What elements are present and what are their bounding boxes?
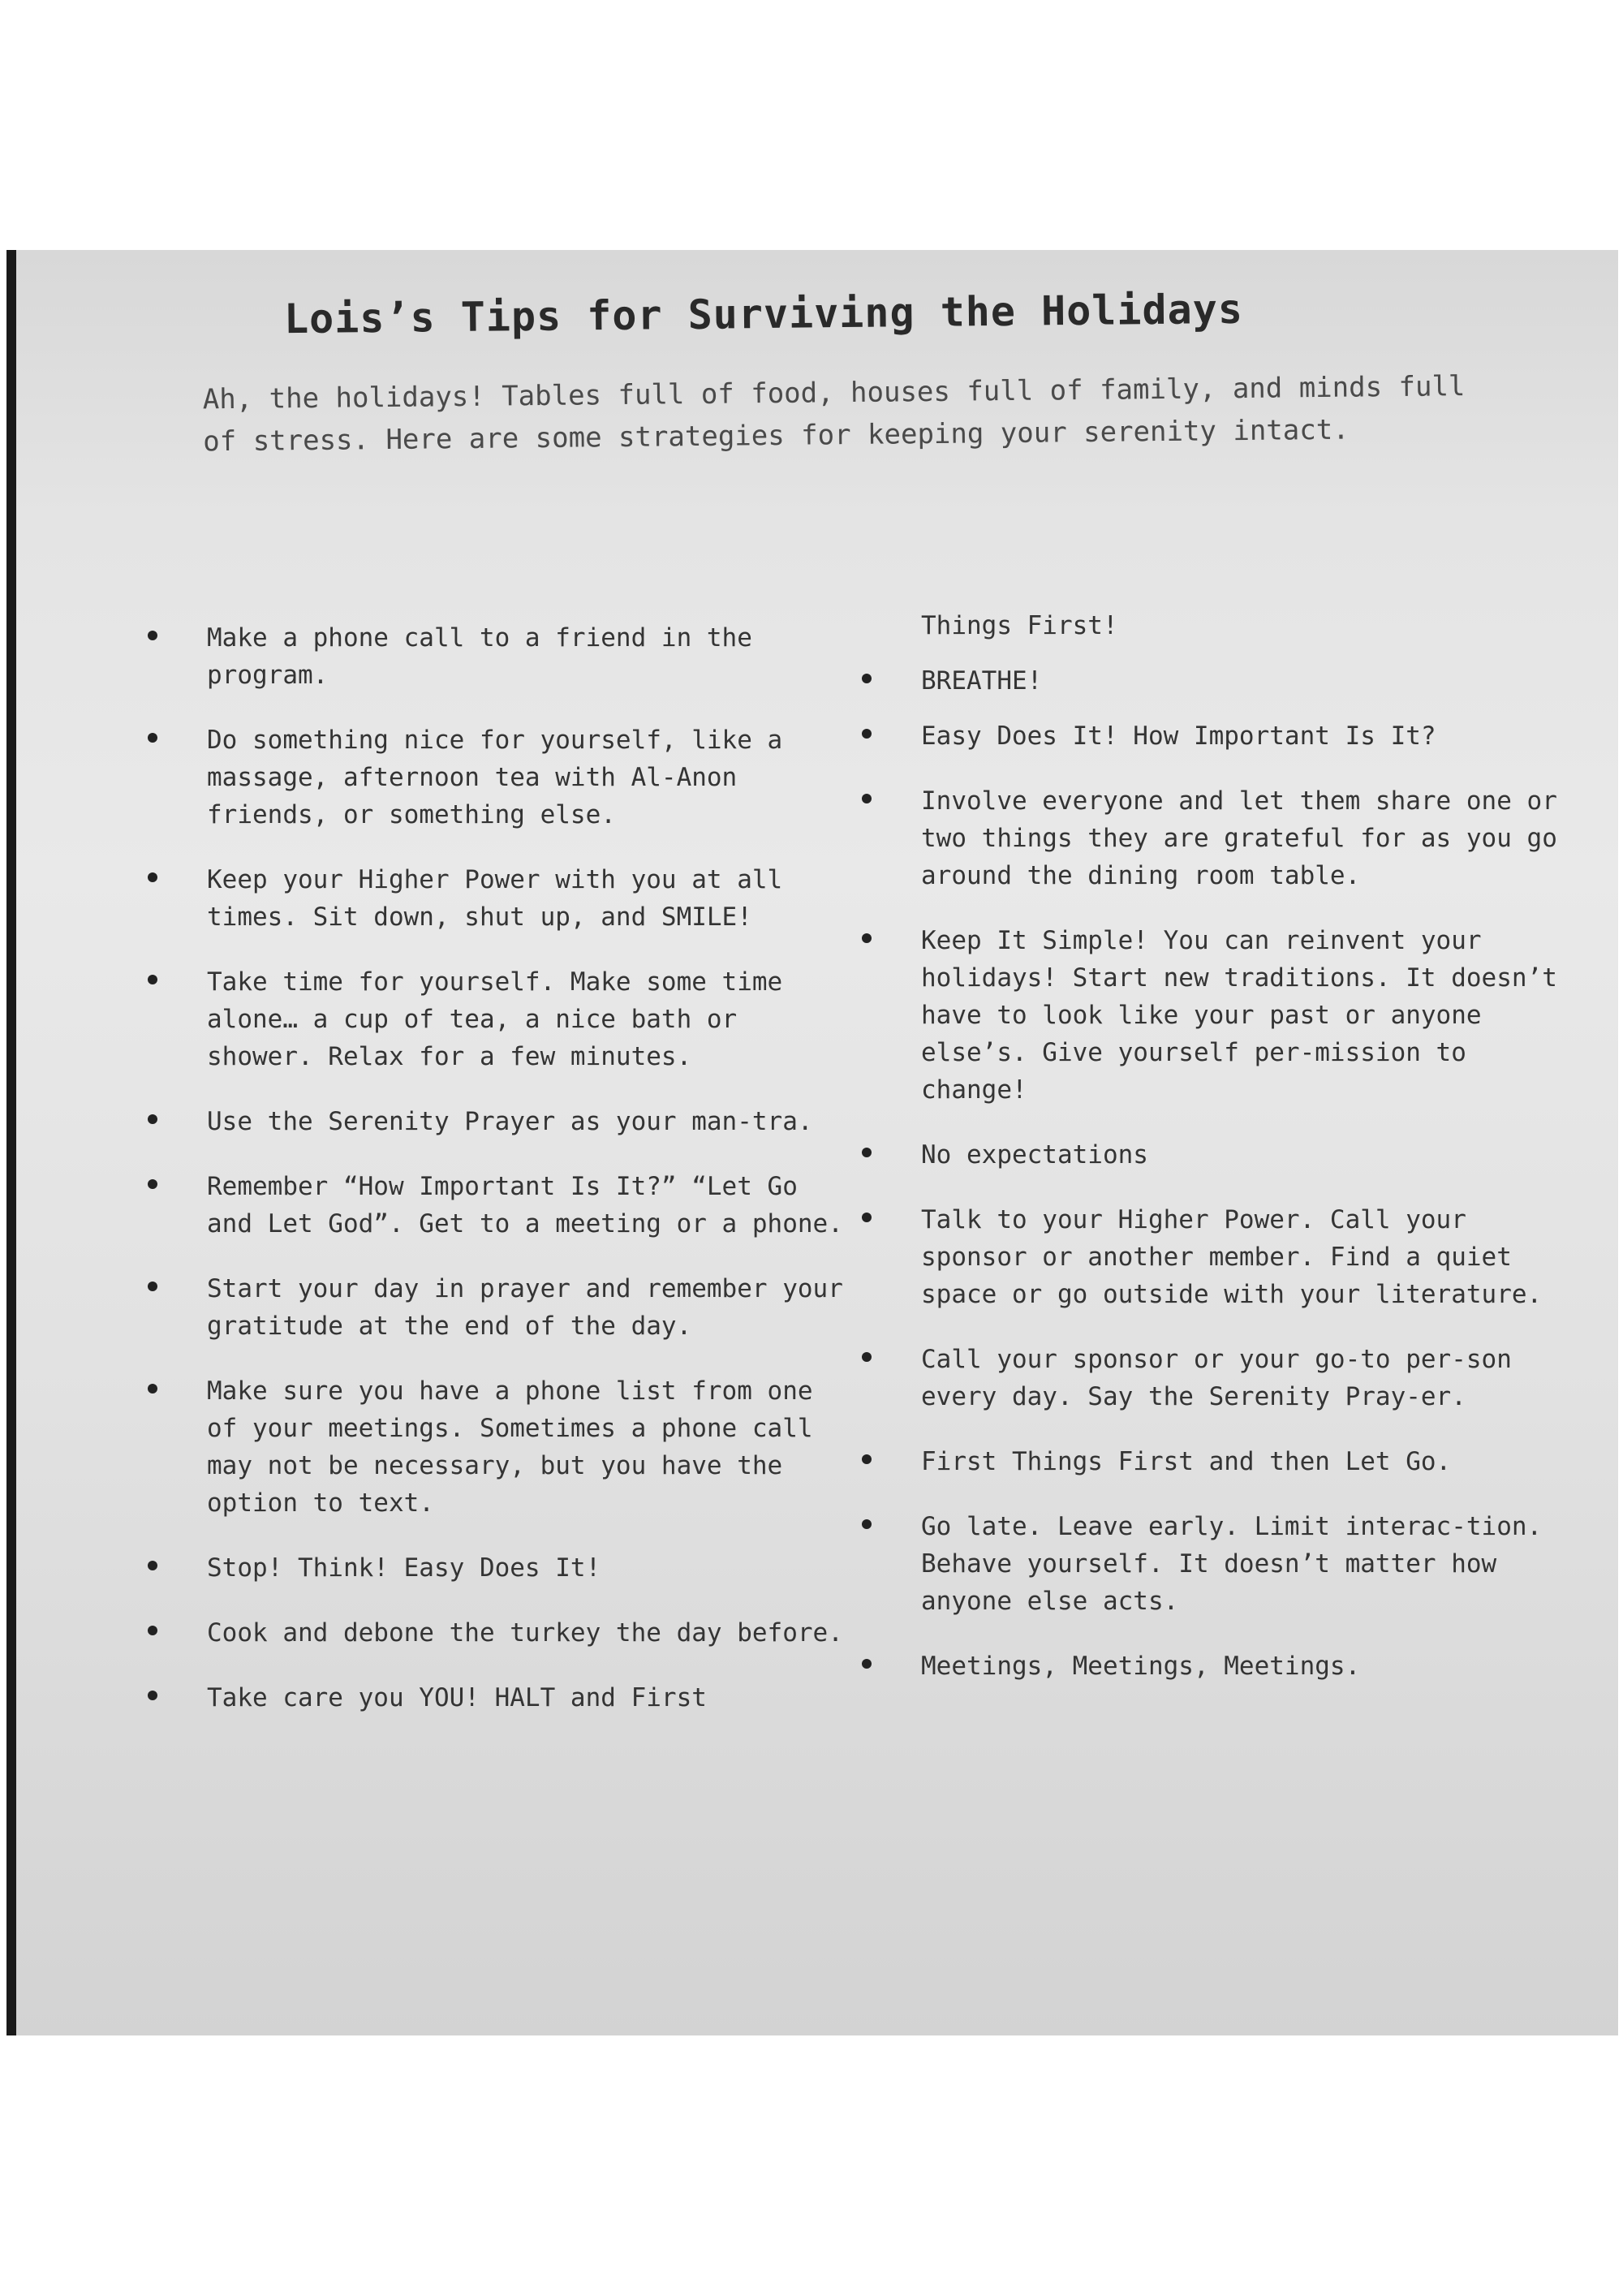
right-tips-list	[860, 607, 1574, 1712]
list-item: Make a phone call to a friend in the program.	[146, 619, 844, 694]
bullet-icon	[862, 1213, 872, 1222]
list-item: Stop! Think! Easy Does It!	[146, 1549, 844, 1587]
bullet-icon	[148, 631, 157, 640]
list-item: No expectations	[860, 1136, 1574, 1174]
left-tips-list	[146, 619, 844, 1744]
bullet-icon	[148, 1384, 157, 1394]
list-item: Cook and debone the turkey the day before.	[146, 1614, 844, 1652]
bullet-icon	[148, 1691, 157, 1700]
page-title: Lois’s Tips for Surviving the Holidays	[283, 285, 1244, 343]
list-item: Meetings, Meetings, Meetings.	[860, 1648, 1574, 1685]
bullet-icon	[148, 1626, 157, 1635]
bullet-icon	[148, 733, 157, 743]
bullet-icon	[148, 872, 157, 882]
list-item: Take time for yourself. Make some time alone… a cup of tea, a nice bath or shower. Relax for a few minutes.	[146, 963, 844, 1075]
list-item: Talk to your Higher Power. Call your sponsor or another member. Find a quiet space or go outside with your literature.	[860, 1201, 1574, 1313]
list-item: Keep your Higher Power with you at all times. Sit down, shut up, and SMILE!	[146, 861, 844, 936]
list-item: Make sure you have a phone list from one of your meetings. Sometimes a phone call may not be necessary, but you have the option to text.	[146, 1372, 844, 1522]
list-item: Use the Serenity Prayer as your man-tra.	[146, 1103, 844, 1140]
list-item-continuation: Things First!	[921, 611, 1118, 640]
bullet-icon	[148, 1179, 157, 1189]
intro-paragraph: Ah, the holidays! Tables full of food, houses full of family, and minds full of stress. Here are some strategies for keeping your serenity intact.	[202, 370, 1466, 459]
list-item: Call your sponsor or your go-to per-son every day. Say the Serenity Pray-er.	[860, 1341, 1574, 1415]
bullet-icon	[148, 1561, 157, 1570]
bullet-icon	[862, 1352, 872, 1362]
bullet-icon	[148, 975, 157, 984]
bullet-icon	[148, 1282, 157, 1291]
bullet-icon	[862, 1454, 872, 1464]
bullet-icon	[862, 1519, 872, 1529]
list-item: Do something nice for yourself, like a massage, afternoon tea with Al-Anon friends, or something else.	[146, 722, 844, 834]
list-item: Easy Does It! How Important Is It?	[860, 717, 1574, 755]
bullet-icon	[862, 729, 872, 739]
bullet-icon	[862, 1659, 872, 1669]
document-photo	[6, 250, 1618, 2035]
bullet-icon	[862, 794, 872, 803]
bullet-icon	[862, 674, 872, 683]
bullet-icon	[148, 1114, 157, 1124]
bullet-icon	[862, 933, 872, 943]
list-item: First Things First and then Let Go.	[860, 1443, 1574, 1480]
list-item: Go late. Leave early. Limit interac-tion. Behave yourself. It doesn’t matter how anyone else acts.	[860, 1508, 1574, 1620]
list-item: Involve everyone and let them share one or two things they are grateful for as you go around the dining room table.	[860, 782, 1574, 894]
list-item: Remember “How Important Is It?” “Let Go and Let God”. Get to a meeting or a phone.	[146, 1168, 844, 1243]
list-item: Keep It Simple! You can reinvent your holidays! Start new traditions. It doesn’t have to look like your past or anyone else’s. Give yourself per-mission to change!	[860, 922, 1574, 1109]
list-item: Take care you YOU! HALT and First	[146, 1679, 844, 1717]
list-item: BREATHE!	[860, 662, 1574, 700]
bullet-icon	[862, 1148, 872, 1157]
list-item: Start your day in prayer and remember your gratitude at the end of the day.	[146, 1270, 844, 1345]
